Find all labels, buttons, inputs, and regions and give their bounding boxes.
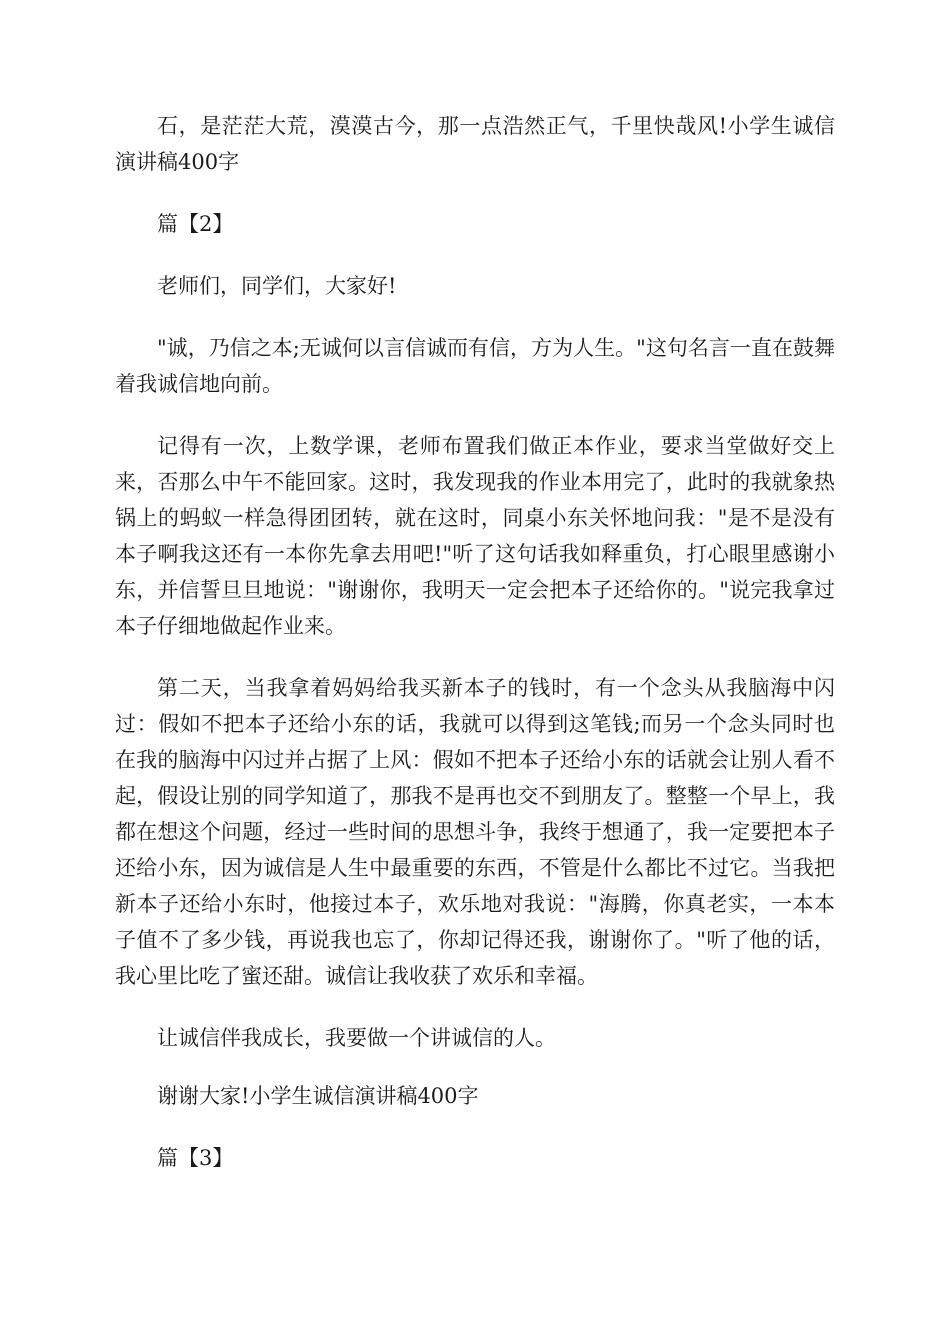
paragraph-next-day: 第二天，当我拿着妈妈给我买新本子的钱时，有一个念头从我脑海中闪过：假如不把本子还给小东的话，我就可以得到这笔钱;而另一个念头同时也在我的脑海中闪过并占据了上风：假如不把本子还给小东的话就会让别人看不起，假设让别的同学知道了，那我不是再也交不到朋友了。整整一个早上，我都在想这个问题，经过一些时间的思想斗争，我终于想通了，我一定要把本子还给小东，因为诚信是人生中最重要的东西，不管是什么都比不过它。当我把新本子还给小东时，他接过本子，欢乐地对我说："海腾，你真老实，一本本子值不了多少钱，再说我也忘了，你却记得还我，谢谢你了。"听了他的话，我心里比吃了蜜还甜。诚信让我收获了欢乐和幸福。 [115,676,835,988]
paragraph-intro-end: 石，是茫茫大荒，漠漠古今，那一点浩然正气，千里快哉风!小学生诚信演讲稿400字 [115,114,835,174]
paragraph-conclusion: 让诚信伴我成长，我要做一个讲诚信的人。 [157,1026,556,1050]
document-body [115,108,835,1176]
section-heading-2: 篇【2】 [157,212,234,236]
paragraph-quote: "诚，乃信之本;无诚何以言信诚而有信，方为人生。"这句名言一直在鼓舞着我诚信地向前。 [115,336,835,396]
section-heading-3: 篇【3】 [157,1146,234,1170]
paragraph-thanks: 谢谢大家!小学生诚信演讲稿400字 [157,1084,479,1108]
paragraph-greeting: 老师们，同学们，大家好! [157,274,397,298]
paragraph-story: 记得有一次，上数学课，老师布置我们做正本作业，要求当堂做好交上来，否那么中午不能回家。这时，我发现我的作业本用完了，此时的我就象热锅上的蚂蚁一样急得团团转，就在这时，同桌小东关怀地问我："是不是没有本子啊我这还有一本你先拿去用吧!"听了这句话我如释重负，打心眼里感谢小东，并信誓旦旦地说："谢谢你，我明天一定会把本子还给你的。"说完我拿过本子仔细地做起作业来。 [115,434,835,638]
